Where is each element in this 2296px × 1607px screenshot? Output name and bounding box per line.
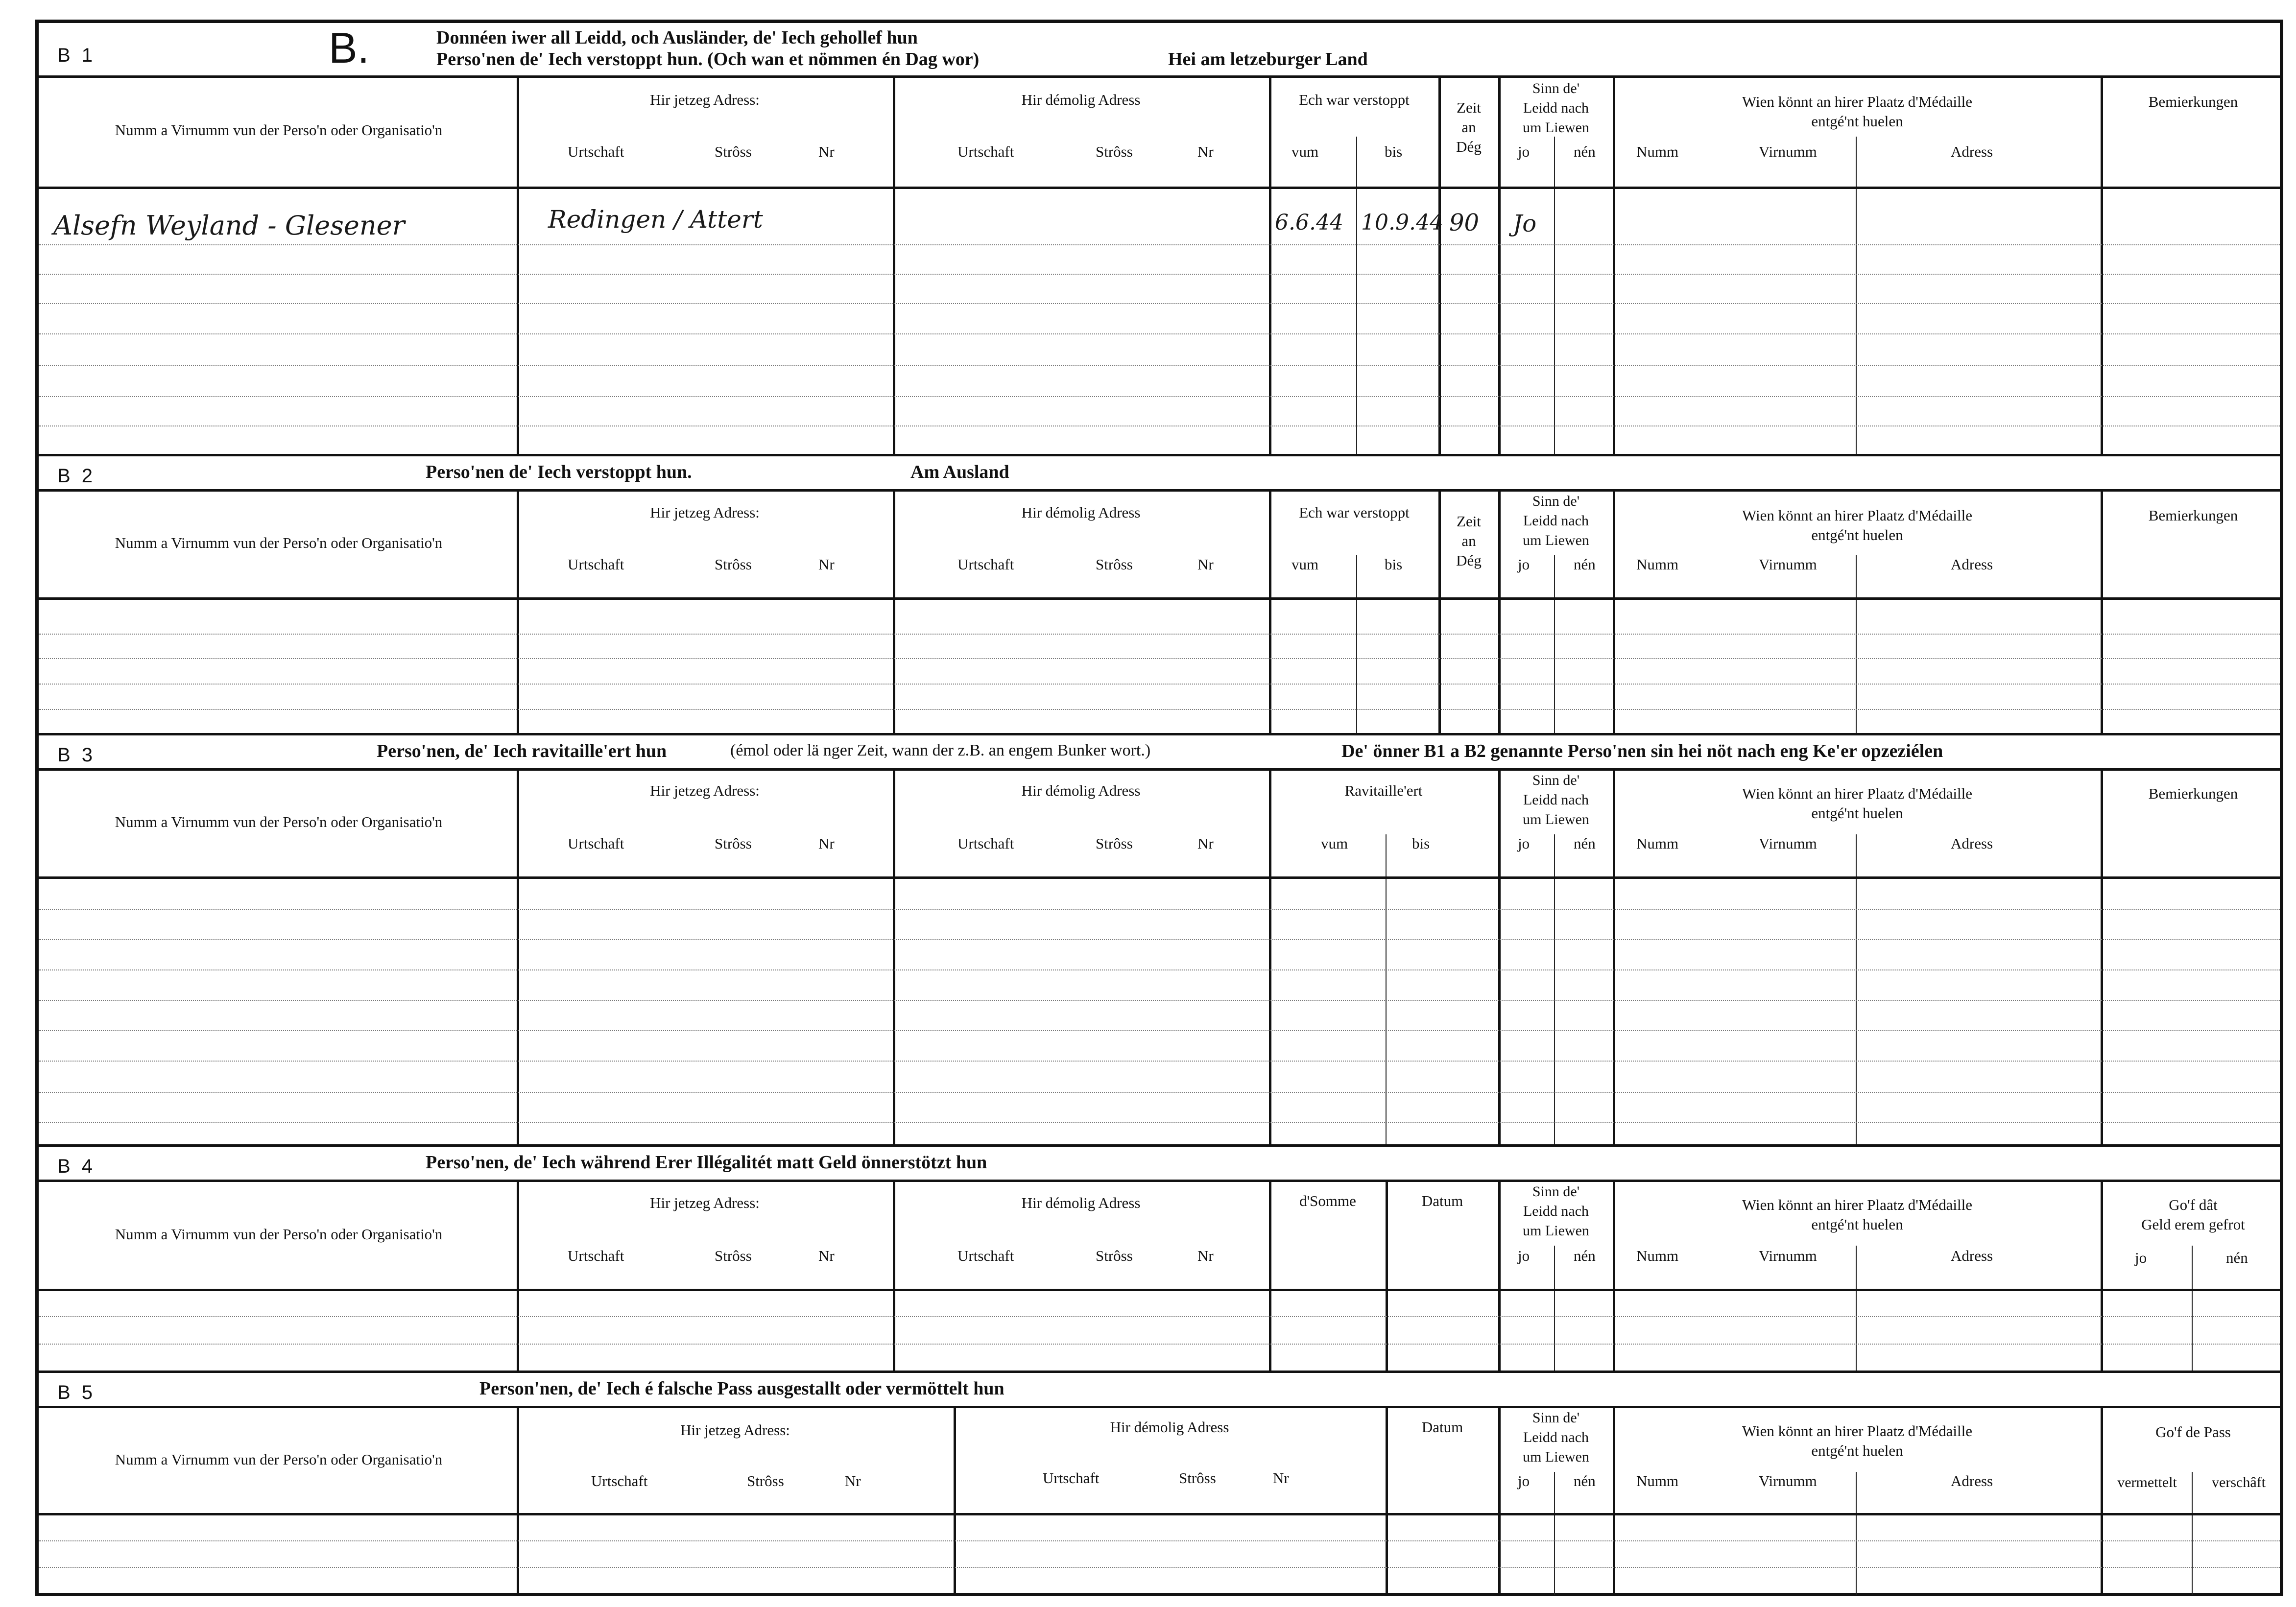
col-hidden: Ech war verstoppt <box>1299 504 1410 521</box>
col-former-address: Hir démolig Adress <box>1021 1194 1141 1211</box>
col-place: Urtschaft <box>568 556 624 573</box>
section-title-place: Am Ausland <box>910 462 1009 482</box>
col-alive-2: Leidd nach <box>1523 513 1589 529</box>
col-time-3: Dég <box>1456 552 1482 569</box>
col-medal-1: Wien könnt an hirer Plaatz d'Médaille <box>1742 507 1973 524</box>
col-number: Nr <box>1197 143 1214 160</box>
col-alive-1: Sinn de' <box>1532 772 1580 788</box>
col-time-2: an <box>1461 532 1476 549</box>
col-first-name: Virnumm <box>1759 556 1817 573</box>
col-sum: d'Somme <box>1299 1192 1356 1209</box>
col-medal-2: entgé'nt huelen <box>1811 1216 1903 1233</box>
col-to: bis <box>1412 835 1430 852</box>
col-pass: Go'f de Pass <box>2155 1423 2231 1441</box>
col-no: nén <box>1574 835 1596 852</box>
col-yes: jo <box>1518 1247 1530 1264</box>
section-title: Perso'nen, de' Iech während Erer Illégalitét matt Geld önnerstötzt hun <box>426 1152 987 1173</box>
section-title: Perso'nen de' Iech verstoppt hun. <box>426 462 692 482</box>
col-to: bis <box>1385 143 1403 160</box>
section-b5-table <box>39 1408 2280 1595</box>
col-date: Datum <box>1421 1192 1463 1209</box>
col-current-address: Hir jetzeg Adress: <box>680 1421 790 1439</box>
section-title: Perso'nen, de' Iech ravitaille'ert hun <box>377 741 667 761</box>
col-alive-3: um Liewen <box>1523 1449 1589 1465</box>
section-title-place: Hei am letzeburger Land <box>1168 49 1368 70</box>
col-time-1: Zeit <box>1457 99 1481 116</box>
col-from: vum <box>1292 556 1319 573</box>
col-supplied: Ravitaille'ert <box>1344 782 1423 799</box>
section-b4 <box>39 1144 2280 1373</box>
section-title-line1: Donnéen iwer all Leidd, och Ausländer, de' Iech gehollef hun <box>436 27 918 48</box>
col-yes: jo <box>1518 1472 1530 1489</box>
col-alive-2: Leidd nach <box>1523 100 1589 116</box>
section-b4-header <box>39 1147 2280 1182</box>
col-money-back-1: Go'f dât <box>2169 1196 2218 1213</box>
section-b3 <box>39 733 2280 1147</box>
col-last-name: Numm <box>1636 556 1679 573</box>
col-medal-1: Wien könnt an hirer Plaatz d'Médaille <box>1742 1196 1973 1213</box>
col-current-address: Hir jetzeg Adress: <box>650 504 760 521</box>
section-id: B 1 <box>57 45 96 66</box>
col-alive-1: Sinn de' <box>1532 493 1580 509</box>
col-street: Strôss <box>715 143 752 160</box>
section-b4-table <box>39 1182 2280 1373</box>
section-b2-table <box>39 492 2280 735</box>
col-street: Strôss <box>715 556 752 573</box>
col-date: Datum <box>1421 1418 1463 1436</box>
col-number: Nr <box>1197 556 1214 573</box>
entry-name: Alsefn Weyland - Glesener <box>53 210 405 241</box>
entry-to: 10.9.44 <box>1361 210 1443 235</box>
form-letter: B. <box>329 24 370 72</box>
col-alive-3: um Liewen <box>1523 1223 1589 1239</box>
col-yes: jo <box>2135 1249 2147 1266</box>
col-name: Numm a Virnumm vun der Perso'n oder Organisatio'n <box>115 1226 443 1243</box>
col-address: Adress <box>1951 1472 1993 1489</box>
col-address: Adress <box>1951 1247 1993 1264</box>
col-no: nén <box>1574 1472 1596 1489</box>
section-title-line2: Perso'nen de' Iech verstoppt hun. (Och wan et nömmen én Dag wor) <box>436 49 980 70</box>
col-yes: jo <box>1518 143 1530 160</box>
form-page <box>35 20 2283 1596</box>
col-alive-2: Leidd nach <box>1523 792 1589 808</box>
section-id: B 2 <box>57 465 96 487</box>
entry-alive: Jo <box>1513 210 1537 237</box>
col-number: Nr <box>818 835 835 852</box>
col-current-address: Hir jetzeg Adress: <box>650 1194 760 1211</box>
section-b2 <box>39 454 2280 735</box>
col-to: bis <box>1385 556 1403 573</box>
col-place: Urtschaft <box>568 835 624 852</box>
col-former-address: Hir démolig Adress <box>1021 504 1141 521</box>
col-street: Strôss <box>747 1472 784 1489</box>
col-alive-3: um Liewen <box>1523 119 1589 136</box>
col-name: Numm a Virnumm vun der Perso'n oder Organisatio'n <box>115 1451 443 1468</box>
col-last-name: Numm <box>1636 1247 1679 1264</box>
col-remarks: Bemierkungen <box>2148 507 2238 524</box>
col-first-name: Virnumm <box>1759 1247 1817 1264</box>
col-alive-1: Sinn de' <box>1532 1183 1580 1200</box>
col-place: Urtschaft <box>591 1472 648 1489</box>
col-current-address: Hir jetzeg Adress: <box>650 782 760 799</box>
col-place: Urtschaft <box>568 143 624 160</box>
entry-from: 6.6.44 <box>1275 210 1343 235</box>
col-pass-issued: vermettelt <box>2117 1474 2177 1490</box>
col-time-1: Zeit <box>1457 513 1481 530</box>
col-number: Nr <box>818 556 835 573</box>
col-number: Nr <box>1197 1247 1214 1264</box>
col-street: Strôss <box>1096 1247 1133 1264</box>
col-from: vum <box>1321 835 1348 852</box>
col-yes: jo <box>1518 556 1530 573</box>
section-b5 <box>39 1371 2280 1595</box>
col-money-back-2: Geld erem gefrot <box>2141 1216 2245 1233</box>
col-address: Adress <box>1951 556 1993 573</box>
section-b3-table <box>39 771 2280 1147</box>
col-name: Numm a Virnumm vun der Perso'n oder Organisatio'n <box>115 121 443 139</box>
col-alive-2: Leidd nach <box>1523 1203 1589 1219</box>
col-alive-3: um Liewen <box>1523 532 1589 548</box>
col-street: Strôss <box>1096 835 1133 852</box>
col-last-name: Numm <box>1636 143 1679 160</box>
section-title-paren-text: (émol oder lä nger Zeit, wann der z.B. an engem Bunker wort.) <box>730 741 1151 759</box>
col-number: Nr <box>818 1247 835 1264</box>
col-no: nén <box>1574 143 1596 160</box>
col-street: Strôss <box>1096 143 1133 160</box>
section-b3-header <box>39 735 2280 771</box>
col-name: Numm a Virnumm vun der Perso'n oder Organisatio'n <box>115 813 443 830</box>
section-b5-header <box>39 1373 2280 1408</box>
col-hidden: Ech war verstoppt <box>1299 91 1410 108</box>
col-former-address: Hir démolig Adress <box>1021 782 1141 799</box>
col-number: Nr <box>845 1472 861 1489</box>
col-yes: jo <box>1518 835 1530 852</box>
col-alive-1: Sinn de' <box>1532 80 1580 96</box>
section-b1 <box>39 23 2280 454</box>
section-b2-header <box>39 456 2280 492</box>
col-place: Urtschaft <box>957 556 1014 573</box>
col-name: Numm a Virnumm vun der Perso'n oder Organisatio'n <box>115 534 443 551</box>
col-address: Adress <box>1951 835 1993 852</box>
col-first-name: Virnumm <box>1759 1472 1817 1489</box>
col-time-3: Dég <box>1456 138 1482 155</box>
col-remarks: Bemierkungen <box>2148 93 2238 110</box>
col-street: Strôss <box>1179 1469 1216 1487</box>
entry-place: Redingen / Attert <box>548 205 763 234</box>
section-title: Person'nen, de' Iech é falsche Pass ausgestallt oder vermöttelt hun <box>479 1378 1004 1399</box>
col-place: Urtschaft <box>957 143 1014 160</box>
col-medal-2: entgé'nt huelen <box>1811 526 1903 544</box>
col-street: Strôss <box>1096 556 1133 573</box>
col-remarks: Bemierkungen <box>2148 785 2238 802</box>
col-place: Urtschaft <box>1043 1469 1100 1487</box>
col-medal-1: Wien könnt an hirer Plaatz d'Médaille <box>1742 785 1973 802</box>
col-number: Nr <box>1197 835 1214 852</box>
col-place: Urtschaft <box>957 835 1014 852</box>
section-id: B 5 <box>57 1382 96 1403</box>
col-medal-2: entgé'nt huelen <box>1811 804 1903 822</box>
col-former-address: Hir démolig Adress <box>1021 91 1141 108</box>
col-last-name: Numm <box>1636 1472 1679 1489</box>
col-first-name: Virnumm <box>1759 835 1817 852</box>
section-id: B 4 <box>57 1156 96 1177</box>
section-title-note: De' önner B1 a B2 genannte Perso'nen sin hei nöt nach eng Ke'er opzeziélen <box>1341 741 1943 761</box>
col-from: vum <box>1292 143 1319 160</box>
col-place: Urtschaft <box>957 1247 1014 1264</box>
section-b1-header <box>39 23 2280 78</box>
section-b1-table <box>39 78 2280 454</box>
col-pass-made: verschâft <box>2212 1474 2266 1490</box>
col-time-2: an <box>1461 118 1476 136</box>
col-medal-2: entgé'nt huelen <box>1811 1442 1903 1459</box>
col-place: Urtschaft <box>568 1247 624 1264</box>
col-number: Nr <box>1273 1469 1289 1487</box>
col-address: Adress <box>1951 143 1993 160</box>
col-medal-1: Wien könnt an hirer Plaatz d'Médaille <box>1742 1422 1973 1440</box>
col-medal-2: entgé'nt huelen <box>1811 113 1903 130</box>
col-alive-2: Leidd nach <box>1523 1429 1589 1445</box>
col-alive-1: Sinn de' <box>1532 1410 1580 1426</box>
col-former-address: Hir démolig Adress <box>1110 1418 1229 1436</box>
col-last-name: Numm <box>1636 835 1679 852</box>
section-id: B 3 <box>57 744 96 766</box>
col-street: Strôss <box>715 835 752 852</box>
entry-days: 90 <box>1449 209 1480 236</box>
col-no: nén <box>2226 1249 2248 1266</box>
col-first-name: Virnumm <box>1759 143 1817 160</box>
col-number: Nr <box>818 143 835 160</box>
col-current-address: Hir jetzeg Adress: <box>650 91 760 108</box>
col-street: Strôss <box>715 1247 752 1264</box>
section-title-paren <box>730 741 1150 760</box>
col-medal-1: Wien könnt an hirer Plaatz d'Médaille <box>1742 93 1973 110</box>
col-no: nén <box>1574 1247 1596 1264</box>
col-alive-3: um Liewen <box>1523 811 1589 827</box>
col-no: nén <box>1574 556 1596 573</box>
